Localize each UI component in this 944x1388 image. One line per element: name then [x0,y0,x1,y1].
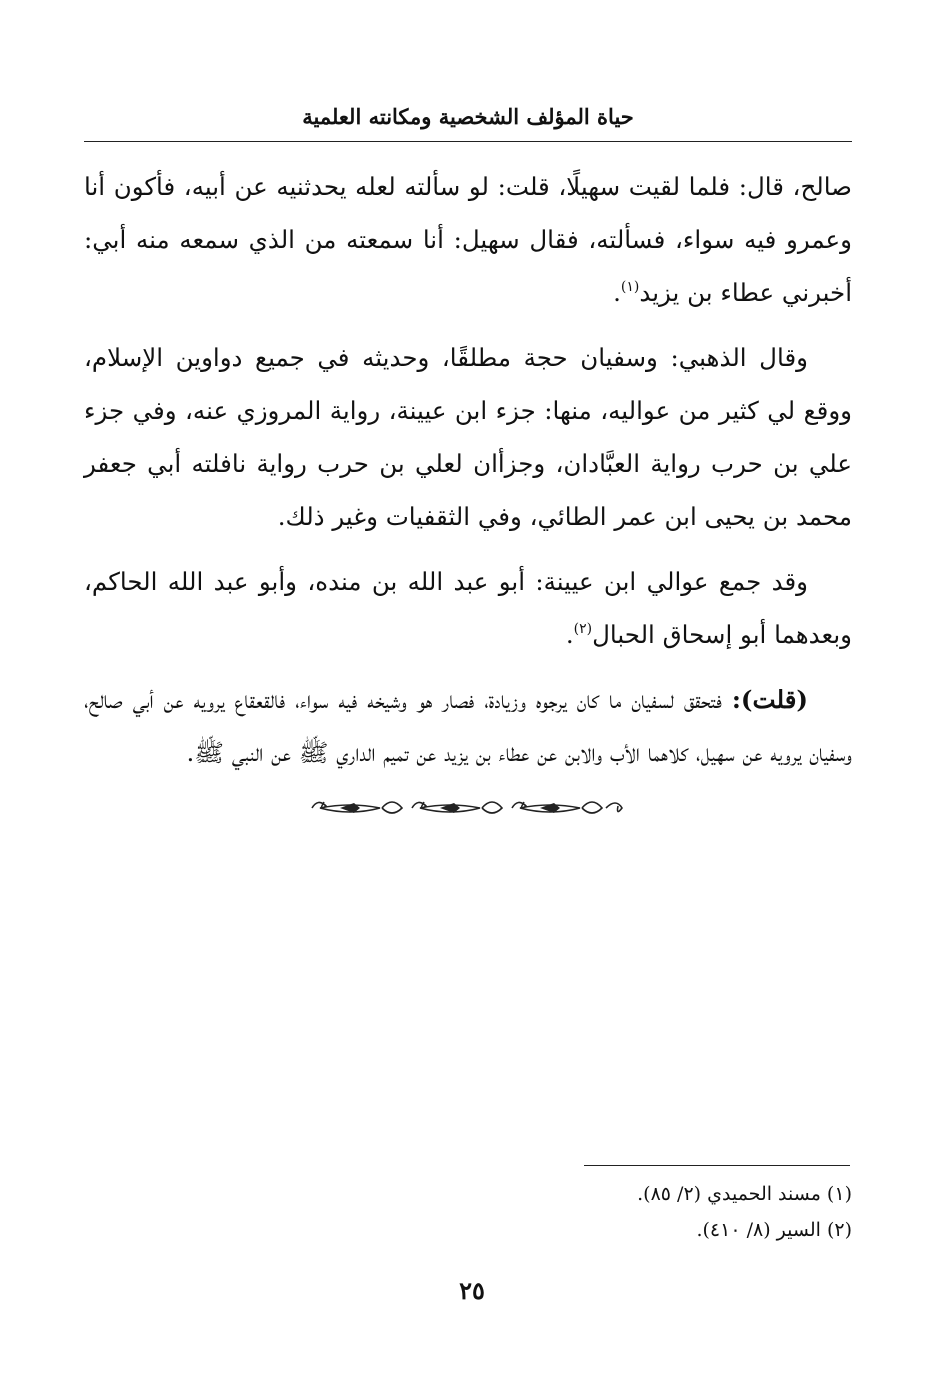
floral-divider-icon [300,790,640,826]
paragraph-3-end: . [565,620,574,649]
paragraph-1-text: صالح، قال: فلما لقيت سهيلًا، قلت: لو سألته لعله يحدثنيه عن أبيه، فأكون أنا وعمرو فيه سواء، فسألته، فقال سهيل: أنا سمعته من الذي سمعه منه أبي: أخبرني عطاء بن يزيد [84,172,852,307]
footnote-ref-2[interactable]: (٢) [573,621,593,637]
header-rule [84,141,852,142]
footnote-1: (١) مسند الحميدي (٢/ ٨٥). [637,1183,852,1205]
footnote-2: (٢) السير (٨/ ٤١٠). [696,1219,852,1241]
running-header: حياة المؤلف الشخصية ومكانته العلمية [302,104,634,129]
main-text [84,160,852,791]
footnote-separator [584,1165,850,1166]
paragraph-1-end: . [613,278,621,307]
paragraph-3 [84,555,852,661]
qult-label: (قلت): [731,685,808,714]
footnotes [84,1176,852,1248]
footnote-ref-1[interactable]: (١) [620,279,640,295]
paragraph-2: وقال الذهبي: وسفيان حجة مطلقًا، وحديثه في جميع دواوين الإسلام، ووقع لي كثير من عواليه، منها: جزء ابن عيينة، رواية المروزي عنه، وفي جزء علي بن حرب رواية العبَّادان، وجزأان لعلي بن حرب رواية نافلته أبي جعفر محمد بن يحيى ابن عمر الطائي، وفي الثقفيات وغير ذلك. [84,343,852,531]
page-number: ٢٥ [459,1276,485,1305]
paragraph-4 [84,673,852,779]
paragraph-3-text: وقد جمع عوالي ابن عيينة: أبو عبد الله بن منده، وأبو عبد الله الحاكم، وبعدهما أبو إسحاق الحبال [84,567,852,649]
paragraph-4-text: فتحقق لسفيان ما كان يرجوه وزيادة، فصار هو وشيخه فيه سواء، فالقعقاع يرويه عن أبي صالح، وسفيان يرويه عن سهيل، كلاهما الأب والابن عن عطاء بن يزيد عن تميم الداري ﷺ عن النبي ﷺ. [84,685,852,767]
paragraph-1 [84,160,852,319]
